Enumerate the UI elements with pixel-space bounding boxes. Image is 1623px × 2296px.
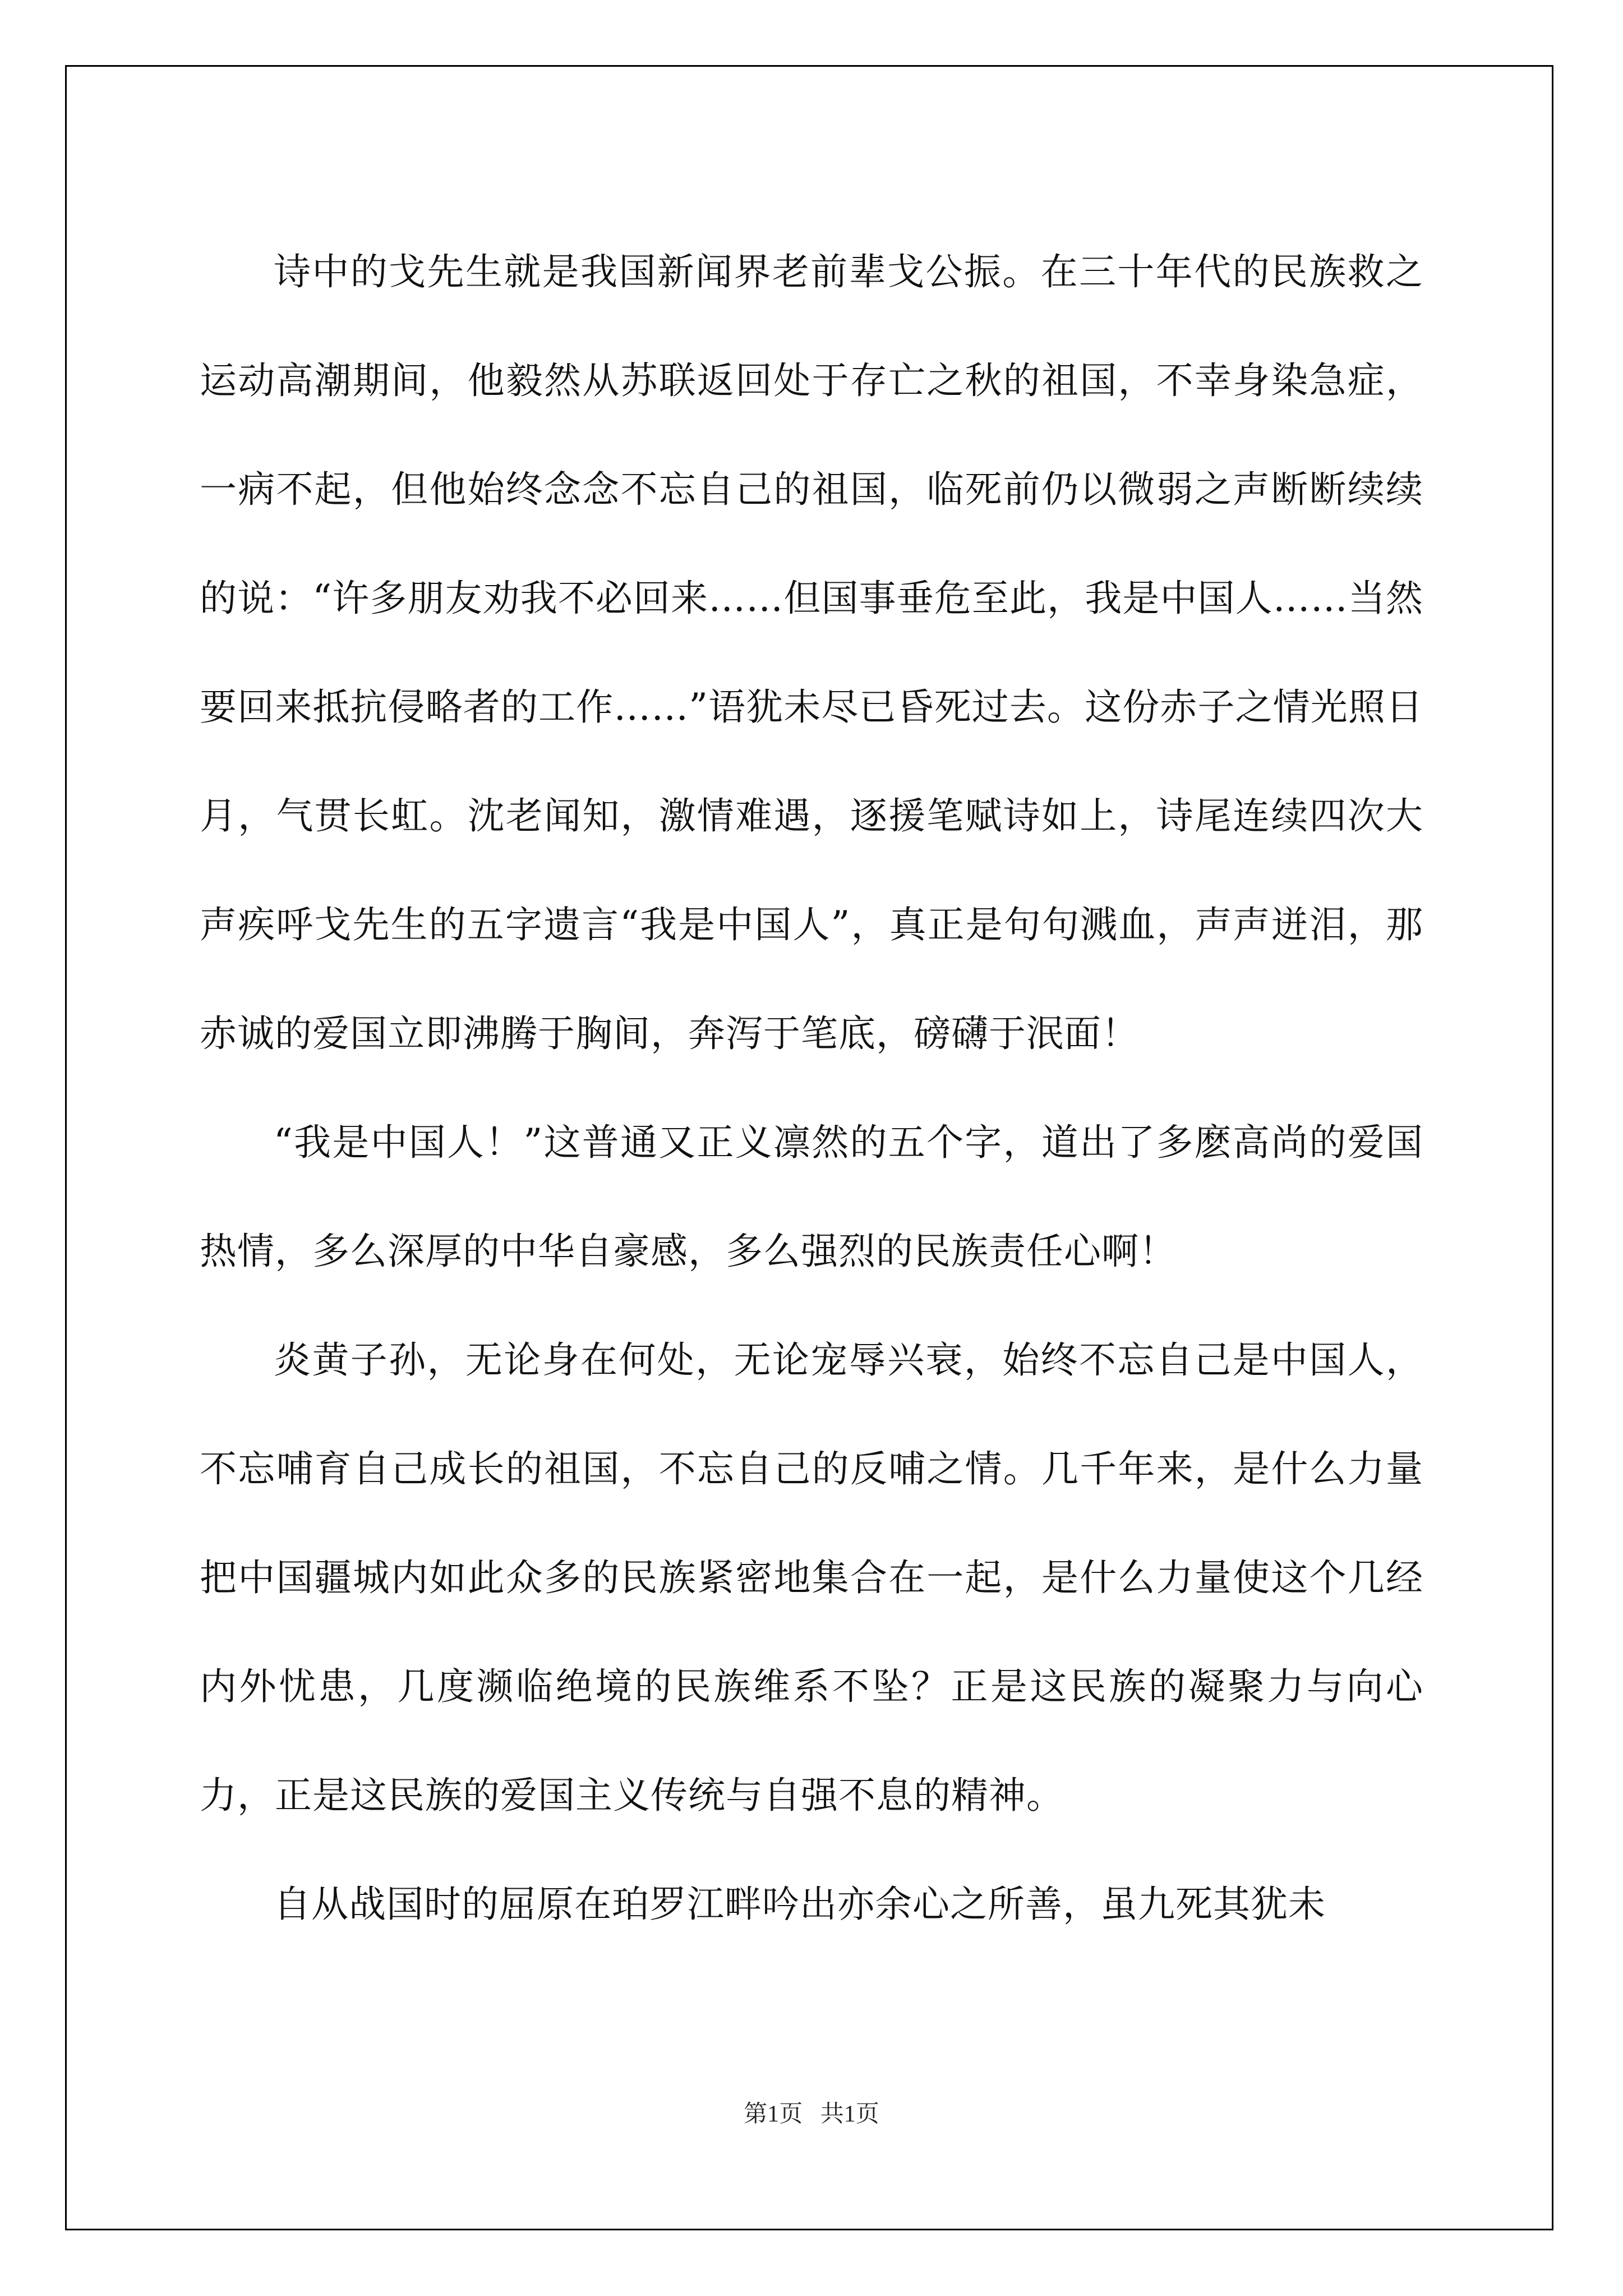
- paragraph: 自从战国时的屈原在珀罗江畔吟出亦余心之所善，虽九死其犹未: [274, 1883, 1326, 1926]
- paragraph: 炎黄子孙，无论身在何处，无论宠辱兴衰，始终不忘自己是中国人，不忘哺育自己成长的祖国，不忘自己的反哺之情。几千年来，是什么力量把中国疆城内如此众多的民族紧密地集合在一起，是什么力量使这个几经内外忧患，几度濒临绝境的民族维系不坠？正是这民族的凝聚力与向心力，正是这民族的爱国主义传统与自强不息的精神。: [200, 1338, 1423, 1817]
- paragraph: 诗中的戈先生就是我国新闻界老前辈戈公振。在三十年代的民族救之运动高潮期间，他毅然从苏联返回处于存亡之秋的祖国，不幸身染急症，一病不起，但他始终念念不忘自己的祖国，临死前仍以微弱之声断断续续的说：“许多朋友劝我不必回来……但国事垂危至此，我是中国人……当然要回来抵抗侵略者的工作……”语犹未尽已昏死过去。这份赤子之情光照日月，气贯长虹。沈老闻知，激情难遇，逐援笔赋诗如上，诗尾连续四次大声疾呼戈先生的五字遗言“我是中国人”，真正是句句溅血，声声迸泪，那赤诚的爱国立即沸腾于胸间，奔泻于笔底，磅礴于泯面！: [200, 250, 1423, 1055]
- paragraph: “我是中国人！”这普通又正义凛然的五个字，道出了多麽高尚的爱国热情，多么深厚的中华自豪感，多么强烈的民族责任心啊！: [200, 1121, 1423, 1273]
- document-body: [200, 218, 1423, 1959]
- page-number-footer: 第1页 共1页: [744, 2101, 879, 2127]
